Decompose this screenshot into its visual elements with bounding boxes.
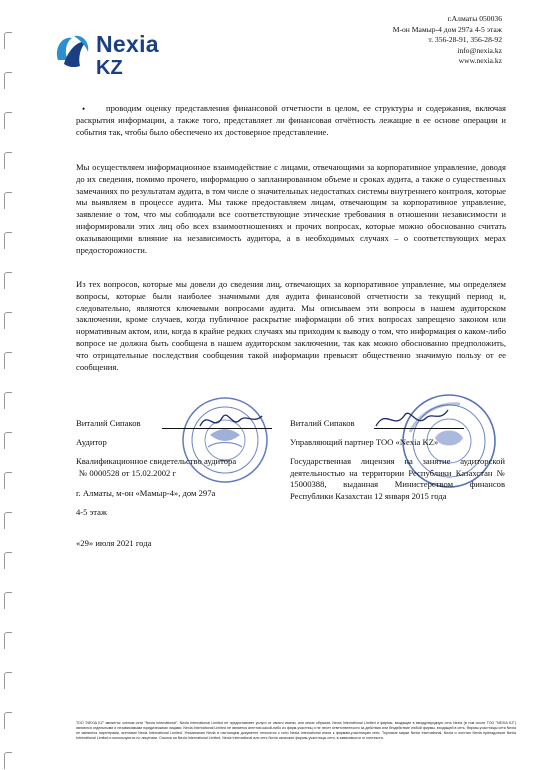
contact-address: М-он Мамыр-4 дом 297а 4-5 этаж [392,24,502,34]
left-cert-number: № 0000528 от 15.02.2002 г [79,468,177,478]
right-signer-role: Управляющий партнер ТОО «Nexia KZ» [290,437,439,447]
binder-edge [4,0,12,770]
bullet-paragraph: проводим оценку представления финансовой отчетности в целом, ее структуры и содержания, включая раскрытия информации, а также того, представляет ли финансовая отчётность лежащие в ее основе операции и события так, чтобы было обеспечено их достоверное представление. [76,103,506,137]
contact-website: www.nexia.kz [458,56,502,66]
left-cert-title: Квалификационное свидетельство аудитора [76,456,237,466]
left-address: г. Алматы, м-он «Мамыр-4», дом 297а [76,488,216,498]
contact-city: г.Алматы 050036 [447,14,502,23]
nexia-logo-icon [52,30,92,72]
right-license: Государственная лицензия на занятие аудиторской деятельностью на территории Республики Казахстан № 15000388, выданная Министерством финансов Республики Казахстан 12 января 2015 года [290,456,505,501]
logo-name: Nexia [96,31,159,57]
left-signer-name: Виталий Сипаков [76,418,141,428]
right-signer-name: Виталий Сипаков [290,418,355,428]
contact-phone: т. 356-28-91, 356-28-92 [428,35,502,45]
logo-sub: KZ [96,57,123,79]
bullet-marker: • [82,104,86,114]
left-signer-role: Аудитор [76,437,107,447]
contact-block [393,14,502,67]
left-floor: 4-5 этаж [76,507,107,517]
footer-disclaimer: ТОО "NEXIA KZ" является членом сети "Nexia International". Nexia International Limited не предоставляет услуги от своего имени, или иным образом. Nexia International Limited и фирмы, входящие в международную сеть Nexia (в том числе ТОО "NEXIA KZ") являются отдельными и независимыми юридическими лицами. Nexia International Limited не является агентом какой-либо из фирм-участниц и не несет ответственности за действия или бездействие любой фирмы, входящей в сеть. Фирмы-участницы сети Nexia не являются партнерами, агентами Nexia International Limited. Упоминания Nexia в настоящем документе относятся к сети Nexia International и/или к фирмам-участницам сети. Торговые марки Nexia International, Nexia и логотип Nexia принадлежат Nexia International Limited и используются по лицензии. Ссылки на Nexia International Limited, Nexia International или сеть Nexia означают фирмы-участницы сети, в зависимости от контекста. [76,721,516,740]
paragraph-key-matters: Из тех вопросов, которые мы довели до сведения лиц, отвечающих за корпоративное управление, мы определяем вопросы, которые были наиболее значимыми для аудита финансовой отчетности за текущий период и, следовательно, являются ключевыми вопросами аудита. Мы описываем эти вопросы в нашем аудиторском заключении, кроме случаев, когда публичное раскрытие информации об этих вопросах запрещено законом или нормативным актом, или, когда в крайне редких случаях мы приходим к выводу о том, что информация о каком-либо вопросе не должна быть сообщена в нашем аудиторском заключении, так как можно обоснованно предположить, что отрицательные последствия сообщения такой информации превысят общественно значимую пользу от ее сообщения. [76,279,506,372]
company-logo [52,25,172,95]
contact-email: info@nexia.kz [457,45,502,55]
document-date: «29» июля 2021 года [76,538,152,548]
paragraph-communication: Мы осуществляем информационное взаимодействие с лицами, отвечающими за корпоративное управление, доводя до их сведения, помимо прочего, информацию о запланированном объеме и сроках аудита, а также о существенных замечаниях по результатам аудита, в том числе о значительных недостатках системы внутреннего контроля, которые мы выявляем в процессе аудита. Мы также предоставляем лицам, отвечающим за корпоративное управление, заявление о том, что мы соблюдали все соответствующие этические требования в отношении независимости и информировали этих лиц обо всех взаимоотношениях и прочих вопросах, которые можно обоснованно считать оказывающими влияние на независимость аудитора, а в необходимых случаях – о соответствующих мерах предосторожности. [76,162,506,255]
right-signature-icon [372,402,452,432]
left-signature-icon [196,406,266,434]
